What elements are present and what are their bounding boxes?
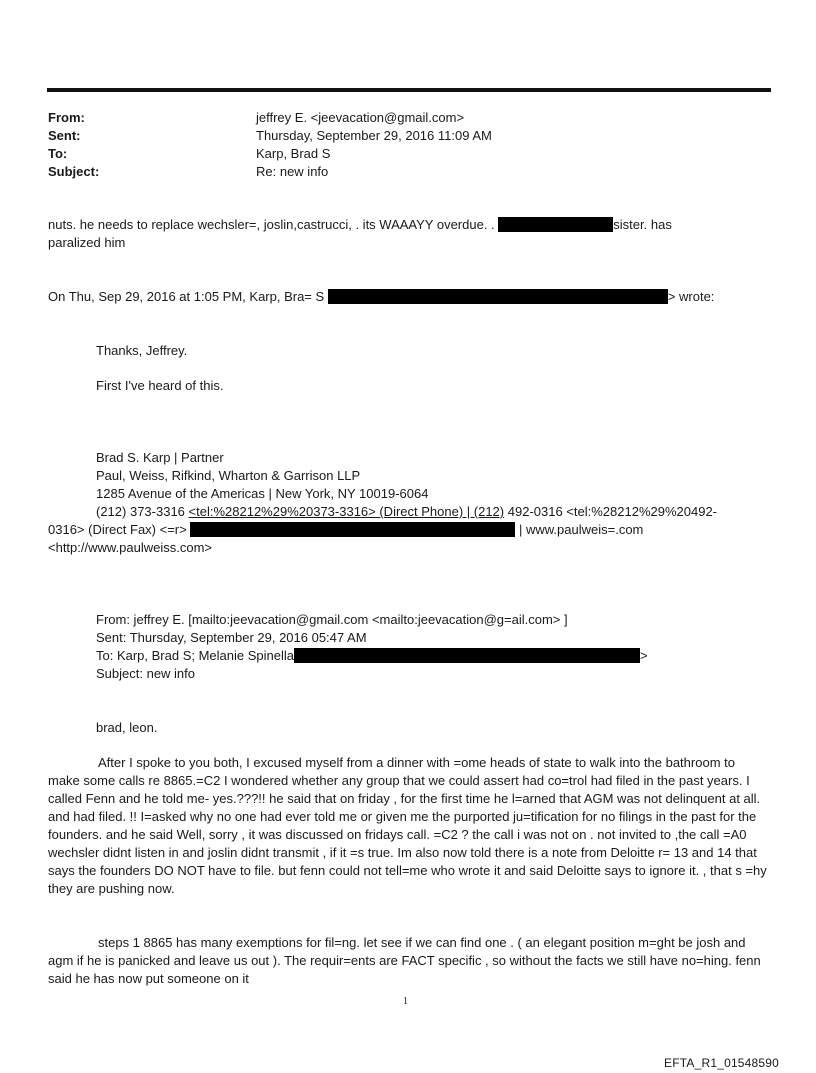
fwd-from: From: jeffrey E. [mailto:jeevacation@gmail.com <mailto:jeevacation@g=ail.com> ]	[96, 612, 568, 627]
fwd-to	[96, 647, 648, 665]
reply-text-a: nuts. he needs to replace wechsler=, joslin,castrucci, . its WAAAYY overdue. .	[48, 217, 495, 232]
body-paragraph-2	[48, 934, 770, 988]
reply-line-2: paralized him	[48, 235, 126, 250]
redaction-box	[294, 648, 640, 663]
redaction-box	[498, 217, 613, 232]
signature-firm: Paul, Weiss, Rifkind, Wharton & Garrison LLP	[96, 468, 361, 483]
paragraph-text: After I spoke to you both, I excused myself from a dinner with =ome heads of state to walk into the bathroom to make some calls re 8865.=C2 I wondered whether any group that we could assert had co=trol had filed in the past years. I called Fenn and he told me- yes.???!! he said that on friday , for the first time he l=arned that AGM was not delinquent at all. and had filed. !! I=asked why no one had ever told me or given me the purported ju=tification for no filings in the past for the founders. and he said Well, sorry , it was discussed on fridays call. =C2 ? the call i was not on . not invited to ,the call =A0 wechsler didnt listen in and joslin didnt transmit , if it =s true. Im also now told there is a note from Deloitte r= 13 and 14 that says the founders DO NOT have to file. but fenn could not tell=me who wrote it and said Deloitte says to ignore it. , that s =hy they are pushing now.	[48, 755, 767, 896]
sent-value: Thursday, September 29, 2016 11:09 AM	[256, 128, 492, 143]
body-greeting: brad, leon.	[96, 720, 158, 735]
to-label: To:	[48, 146, 68, 161]
header-rule	[47, 88, 771, 92]
sent-label: Sent:	[48, 128, 81, 143]
email-header	[48, 109, 492, 181]
quote-header-text-a: On Thu, Sep 29, 2016 at 1:05 PM, Karp, Bra= S	[48, 289, 325, 304]
to-row	[48, 145, 492, 163]
page-number: 1	[403, 996, 408, 1007]
karp-thanks: Thanks, Jeffrey.	[96, 343, 188, 358]
redaction-box	[190, 522, 515, 537]
signature-address: 1285 Avenue of the Americas | New York, NY 10019-6064	[96, 486, 429, 501]
from-label: From:	[48, 110, 85, 125]
paragraph-text: steps 1 8865 has many exemptions for fil=ng. let see if we can find one . ( an elegant position m=ght be josh and agm if he is panicked and leave us out ). The requir=ents are FACT specific , so without the facts we still have no=hing. fenn said he has now put someone on it	[48, 935, 761, 986]
reply-text-b: sister. has	[613, 217, 672, 232]
from-value: jeffrey E. <jeevacation@gmail.com>	[256, 110, 465, 125]
body-paragraph-1	[48, 754, 770, 898]
phone-link[interactable]: <tel:%28212%29%20373-3316> (Direct Phone) | (212)	[188, 504, 505, 519]
fwd-subject: Subject: new info	[96, 666, 196, 681]
quote-header	[48, 288, 714, 306]
signature-name: Brad S. Karp | Partner	[96, 450, 224, 465]
karp-first: First I've heard of this.	[96, 378, 224, 393]
from-row	[48, 109, 492, 127]
quote-header-text-b: > wrote:	[667, 289, 715, 304]
reply-line-1	[48, 216, 672, 234]
signature-fax	[48, 521, 643, 539]
subject-label: Subject:	[48, 164, 100, 179]
subject-value: Re: new info	[256, 164, 329, 179]
fwd-to-end: >	[640, 648, 648, 663]
website-text: | www.paulweis=.com	[518, 522, 644, 537]
fax-text: 0316> (Direct Fax) <=r>	[48, 522, 187, 537]
fwd-to-text: To: Karp, Brad S; Melanie Spinella	[96, 648, 294, 663]
subject-row	[48, 163, 492, 181]
signature-phone	[96, 503, 717, 521]
fax-number-text: 492-0316 <tel:%28212%29%20492-	[507, 504, 718, 519]
to-value: Karp, Brad S	[256, 146, 331, 161]
bates-number: EFTA_R1_01548590	[664, 1056, 780, 1070]
redaction-box	[328, 289, 668, 304]
fwd-sent: Sent: Thursday, September 29, 2016 05:47 AM	[96, 630, 367, 645]
phone-text: (212) 373-3316	[96, 504, 185, 519]
sent-row	[48, 127, 492, 145]
signature-web: <http://www.paulweiss.com>	[48, 540, 213, 555]
